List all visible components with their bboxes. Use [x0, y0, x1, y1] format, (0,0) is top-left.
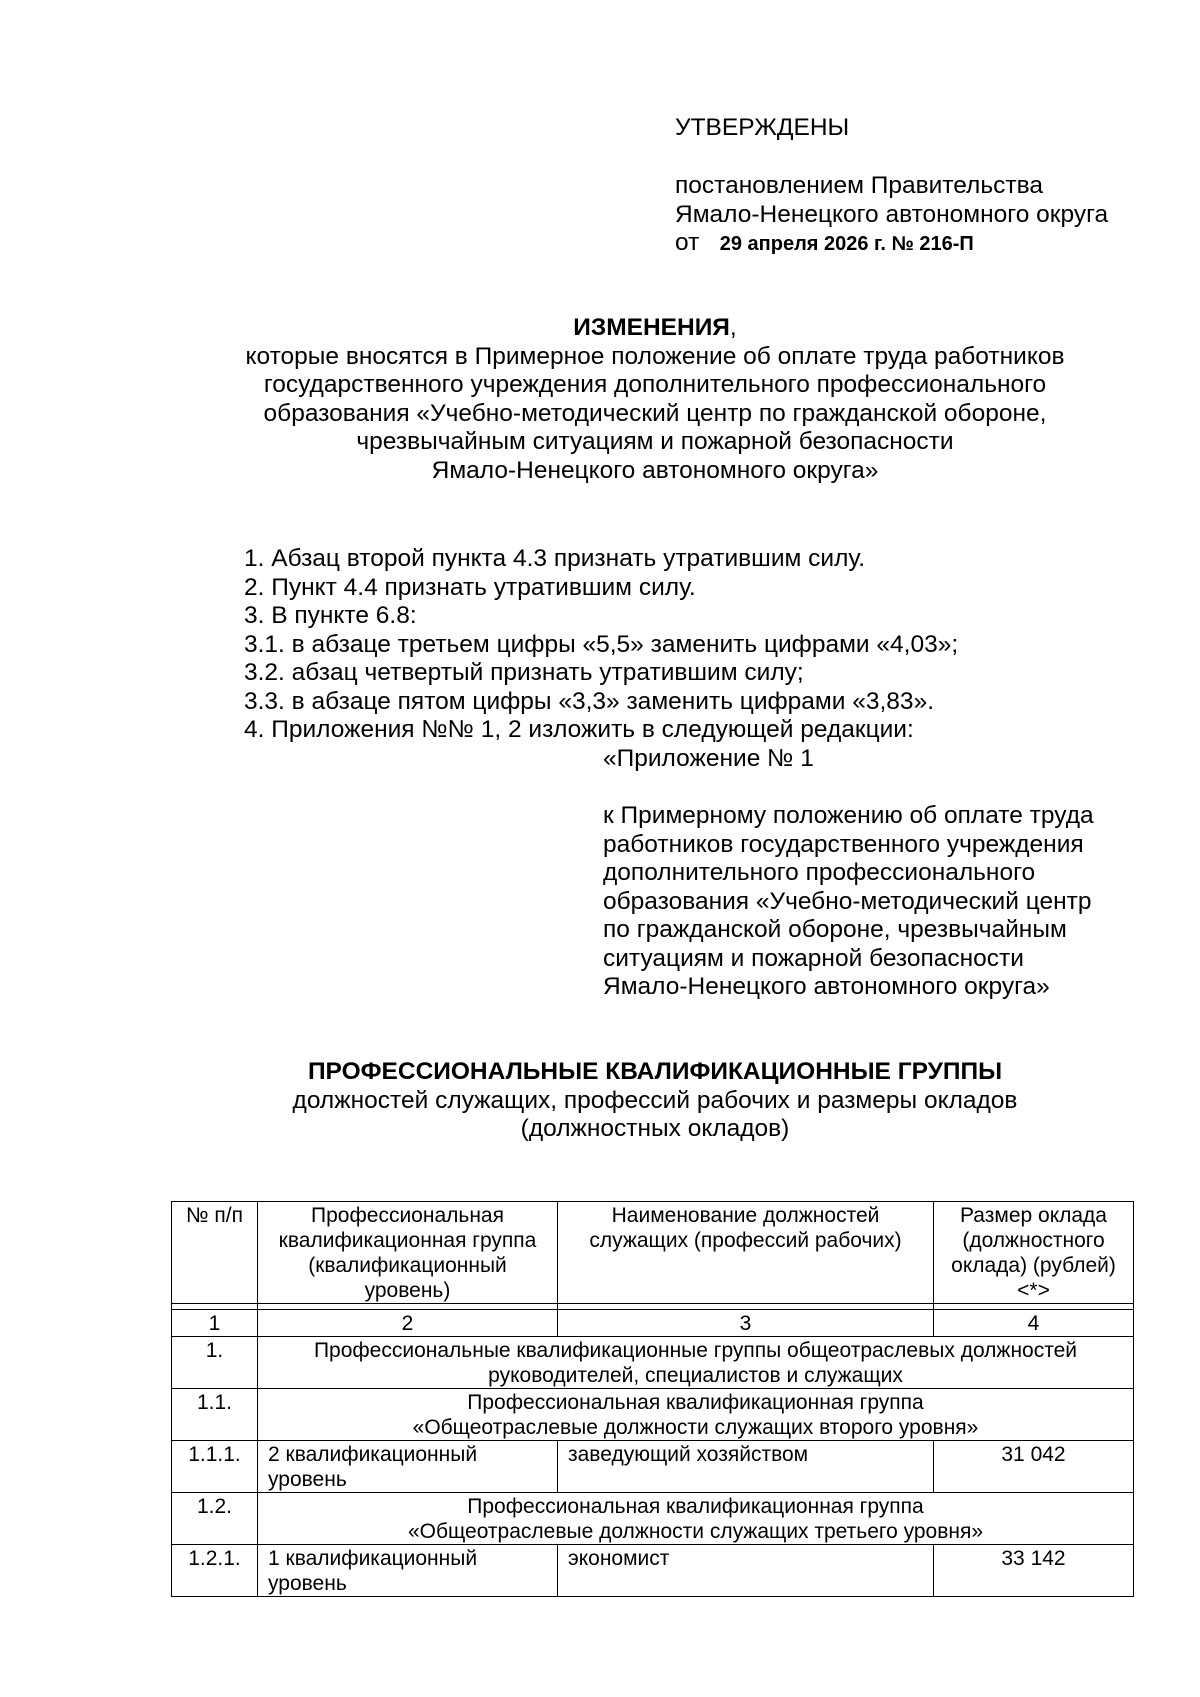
appendix-line: по гражданской обороне, чрезвычайным	[603, 916, 1067, 943]
table-number-cell: 2	[258, 1310, 558, 1337]
group-title-line: «Общеотраслевые должности служащих третьего уровня»	[407, 1520, 984, 1543]
table-header-cell: № п/п	[172, 1202, 258, 1304]
approval-line: постановлением Правительства	[675, 172, 1043, 199]
qualification-level: 2 квалификационный уровень	[258, 1441, 558, 1493]
title-heading: ИЗМЕНЕНИЯ	[573, 314, 730, 341]
appendix-reference	[603, 802, 1094, 1002]
date-value: 29 апреля 2026 г. № 216-П	[719, 233, 974, 255]
approval-date-line	[675, 229, 1108, 259]
table-header-cell: Наименование должностей служащих (профессий рабочих)	[558, 1202, 934, 1304]
table-row	[172, 1441, 1134, 1493]
title-line: государственного учреждения дополнительного профессионального	[263, 371, 1047, 398]
group-number: 1.	[172, 1337, 258, 1389]
appendix-line: дополнительного профессионального	[603, 859, 1036, 886]
section-line: (должностных окладов)	[520, 1115, 790, 1142]
appendix-line: ситуациям и пожарной безопасности	[603, 944, 1024, 972]
amendment-item: 3.3. в абзаце пятом цифры «3,3» заменить цифрами «3,83».	[244, 687, 934, 715]
group-title: Профессиональные квалификационные группы общеотраслевых должностей руководителей, специалистов и служащих	[258, 1337, 1134, 1389]
salary-value: 33 142	[934, 1545, 1134, 1597]
amendment-item: 3. В пункте 6.8:	[244, 602, 417, 629]
group-number: 1.1.	[172, 1389, 258, 1441]
appendix-line: образования «Учебно-методический центр	[603, 887, 1092, 915]
date-prefix: от	[675, 229, 700, 256]
amendment-item: 2. Пункт 4.4 признать утратившим силу.	[244, 573, 696, 601]
table-number-row	[172, 1310, 1134, 1337]
amendment-item: 3.1. в абзаце третьем цифры «5,5» заменить цифрами «4,03»;	[244, 630, 959, 658]
table-row	[172, 1337, 1134, 1389]
table-header-cell: Профессиональная квалификационная группа (квалификационный уровень)	[258, 1202, 558, 1304]
group-title-line: «Общеотраслевые должности служащих второго уровня»	[412, 1416, 979, 1439]
salary-table	[171, 1201, 1134, 1597]
table-number-cell: 3	[558, 1310, 934, 1337]
appendix-line: работников государственного учреждения	[603, 830, 1084, 858]
qualification-level: 1 квалификационный уровень	[258, 1545, 558, 1597]
amendment-item: 4. Приложения №№ 1, 2 изложить в следующей редакции:	[244, 716, 914, 743]
table-number-cell: 4	[934, 1310, 1134, 1337]
table-number-cell: 1	[172, 1310, 258, 1337]
amendment-item: 1. Абзац второй пункта 4.3 признать утратившим силу.	[244, 545, 866, 572]
position-name: заведующий хозяйством	[558, 1441, 934, 1493]
appendix-heading: «Приложение № 1	[603, 745, 814, 772]
appendix-line: к Примерному положению об оплате труда	[603, 802, 1094, 829]
group-title-line: Профессиональная квалификационная группа	[467, 1391, 924, 1414]
appendix-line: Ямало-Ненецкого автономного округа»	[603, 973, 1050, 1000]
title-line: Ямало-Ненецкого автономного округа»	[431, 456, 879, 484]
table-header-cell: Размер оклада (должностного оклада) (рублей) <*>	[934, 1202, 1134, 1304]
approval-block	[675, 172, 1108, 259]
group-title-line: Профессиональная квалификационная группа	[467, 1495, 924, 1518]
amendment-list	[244, 545, 958, 745]
approval-heading: УТВЕРЖДЕНЫ	[675, 114, 850, 141]
section-heading: ПРОФЕССИОНАЛЬНЫЕ КВАЛИФИКАЦИОННЫЕ ГРУППЫ	[307, 1058, 1003, 1085]
document-title	[150, 314, 1160, 485]
title-line: чрезвычайным ситуациям и пожарной безопасности	[356, 428, 954, 455]
table-row	[172, 1545, 1134, 1597]
title-line: которые вносятся в Примерное положение об оплате труда работников	[245, 342, 1065, 370]
approval-line: Ямало-Ненецкого автономного округа	[675, 200, 1109, 228]
amendment-item: 3.2. абзац четвертый признать утратившим силу;	[244, 659, 804, 686]
row-number: 1.1.1.	[172, 1441, 258, 1493]
title-line: образования «Учебно-методический центр по гражданской обороне,	[263, 399, 1047, 427]
position-name: экономист	[558, 1545, 934, 1597]
section-title	[150, 1058, 1160, 1144]
row-number: 1.2.1.	[172, 1545, 258, 1597]
title-heading-suffix: ,	[729, 314, 737, 341]
group-title	[258, 1493, 1134, 1545]
group-number: 1.2.	[172, 1493, 258, 1545]
section-line: должностей служащих, профессий рабочих и размеры окладов	[292, 1086, 1018, 1114]
table-header-row	[172, 1202, 1134, 1304]
salary-value: 31 042	[934, 1441, 1134, 1493]
table-row	[172, 1389, 1134, 1441]
table-row	[172, 1493, 1134, 1545]
group-title	[258, 1389, 1134, 1441]
